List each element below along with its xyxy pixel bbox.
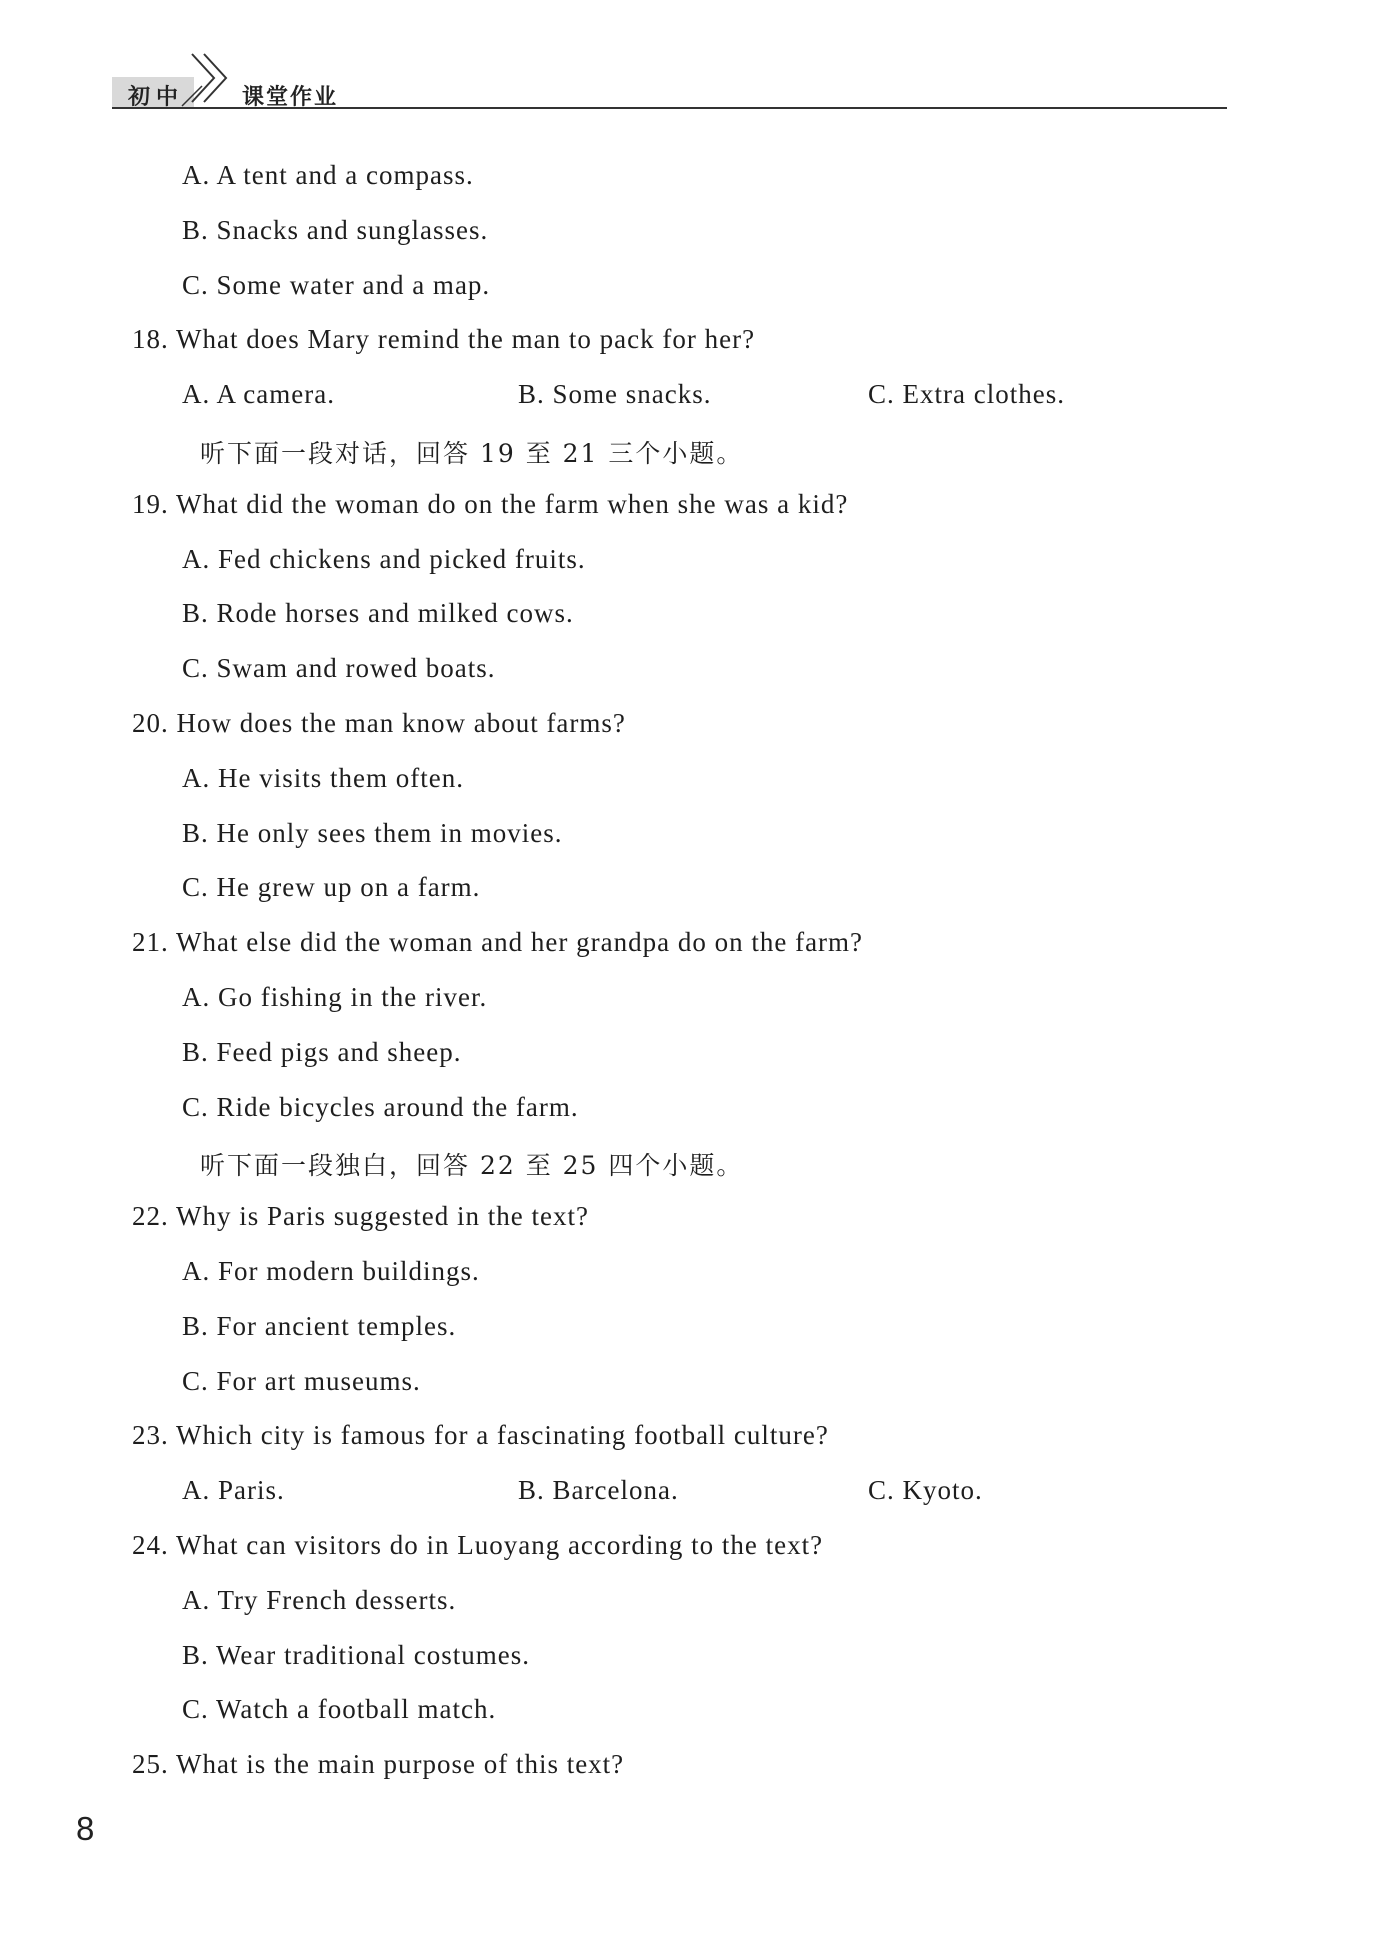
answer-option: C. Extra clothes.	[868, 379, 1065, 409]
answer-option: A. A camera.	[182, 379, 335, 409]
listening-instruction: 听下面一段独白，回答 22 至 25 四个小题。	[200, 1151, 744, 1180]
question-text: 20. How does the man know about farms?	[132, 708, 626, 738]
question-text: 22. Why is Paris suggested in the text?	[132, 1201, 589, 1231]
answer-option: A. Fed chickens and picked fruits.	[182, 544, 586, 574]
page-header	[112, 50, 1227, 110]
question-text: 24. What can visitors do in Luoyang according to the text?	[132, 1530, 824, 1560]
question-text: 19. What did the woman do on the farm when she was a kid?	[132, 489, 849, 519]
answer-option: C. Kyoto.	[868, 1475, 983, 1505]
question-text: 21. What else did the woman and her grandpa do on the farm?	[132, 927, 864, 957]
answer-option: B. Feed pigs and sheep.	[182, 1037, 462, 1067]
answer-option: B. Rode horses and milked cows.	[182, 598, 574, 628]
answer-option: B. Some snacks.	[518, 379, 712, 409]
answer-option: C. Watch a football match.	[182, 1694, 497, 1724]
answer-option: A. A tent and a compass.	[182, 160, 474, 190]
answer-option: B. Barcelona.	[518, 1475, 679, 1505]
listening-instruction: 听下面一段对话，回答 19 至 21 三个小题。	[200, 439, 744, 468]
answer-option: C. Swam and rowed boats.	[182, 653, 496, 683]
answer-option: B. He only sees them in movies.	[182, 818, 563, 848]
header-section-title: 课堂作业	[242, 85, 339, 110]
answer-option: B. Snacks and sunglasses.	[182, 215, 489, 245]
header-brand: 初中	[128, 85, 185, 110]
answer-option: C. Ride bicycles around the farm.	[182, 1092, 579, 1122]
question-text: 18. What does Mary remind the man to pack for her?	[132, 324, 756, 354]
answer-option: A. Try French desserts.	[182, 1585, 457, 1615]
answer-option: A. Paris.	[182, 1475, 285, 1505]
answer-option: A. For modern buildings.	[182, 1256, 480, 1286]
answer-option: A. Go fishing in the river.	[182, 982, 488, 1012]
answer-option: B. For ancient temples.	[182, 1311, 457, 1341]
answer-option: C. For art museums.	[182, 1366, 421, 1396]
question-text: 25. What is the main purpose of this text?	[132, 1749, 625, 1779]
page-number: 8	[76, 1810, 95, 1847]
answer-option: A. He visits them often.	[182, 763, 464, 793]
answer-option: B. Wear traditional costumes.	[182, 1640, 531, 1670]
answer-option: C. He grew up on a farm.	[182, 872, 481, 902]
question-text: 23. Which city is famous for a fascinating football culture?	[132, 1420, 829, 1450]
answer-option: C. Some water and a map.	[182, 270, 491, 300]
